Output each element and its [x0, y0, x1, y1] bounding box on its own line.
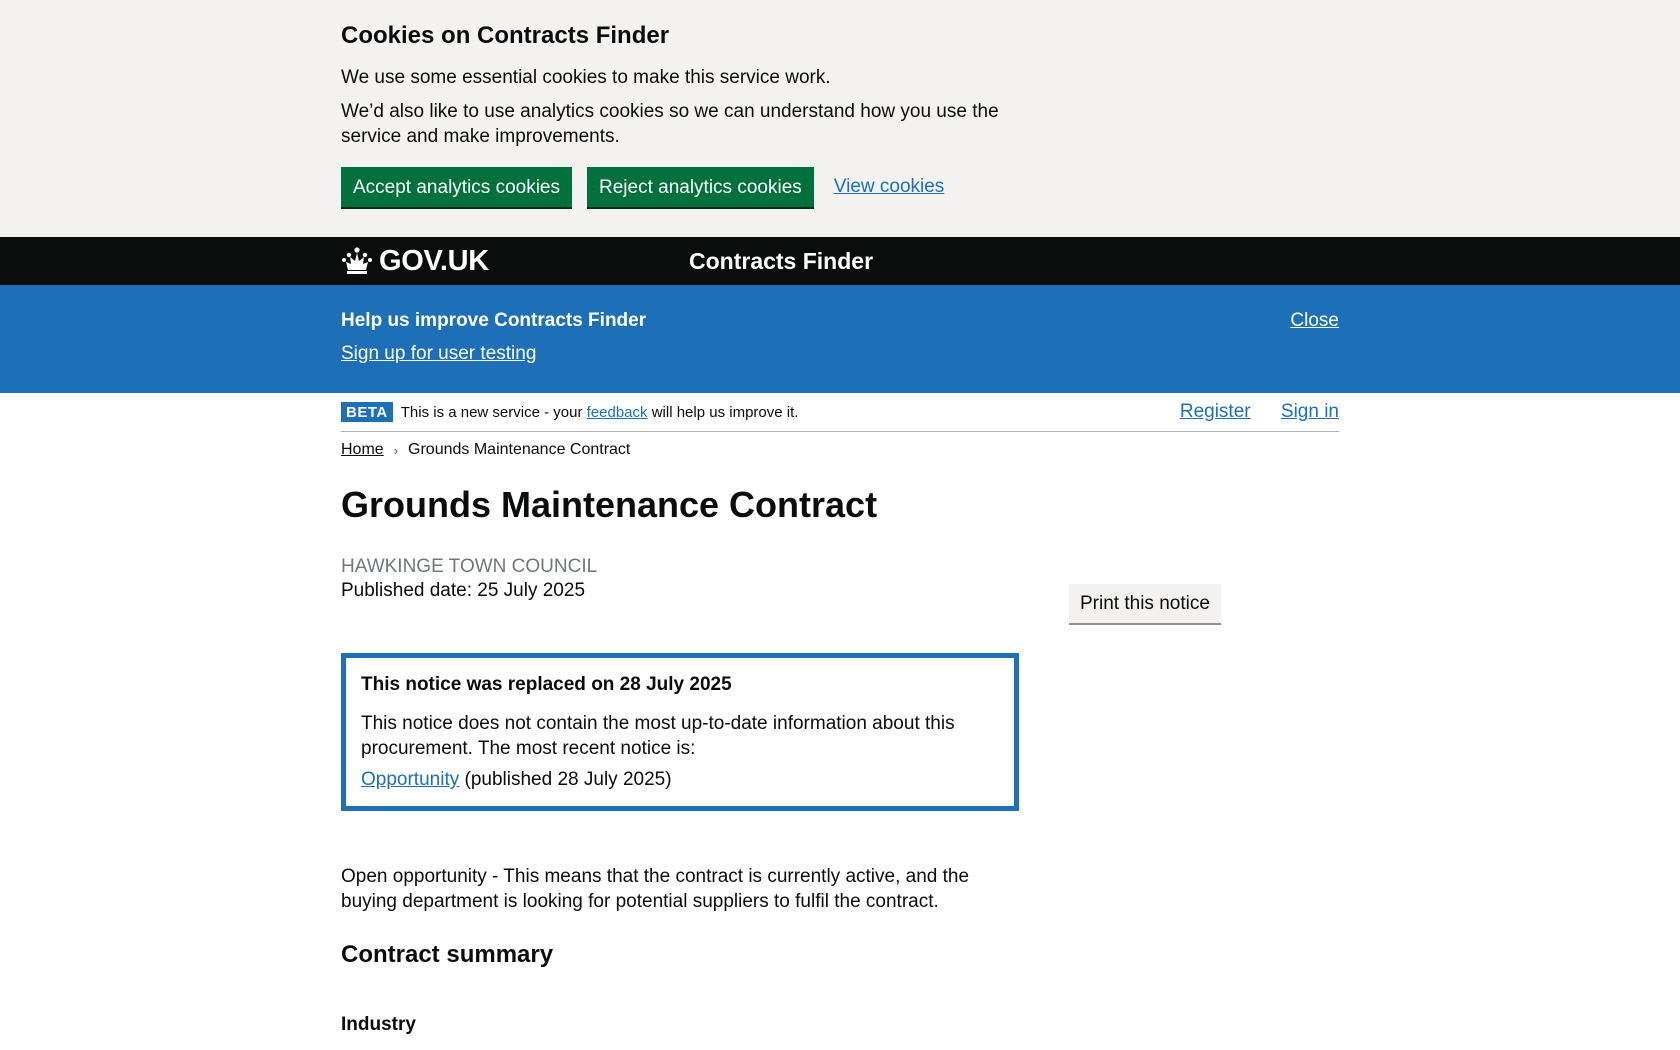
phase-banner — [341, 393, 1339, 432]
replacement-date: (published 28 July 2025) — [464, 769, 672, 791]
feedback-banner-heading: Help us improve Contracts Finder — [341, 310, 647, 331]
published-date: Published date: 25 July 2025 — [341, 580, 586, 602]
main-container — [341, 393, 1339, 1036]
beta-tag: BETA — [341, 402, 393, 422]
chevron-right-icon: › — [393, 442, 399, 458]
accept-cookies-button[interactable]: Accept analytics cookies — [341, 167, 572, 207]
cookie-banner-text-analytics: We’d also like to use analytics cookies so we can understand how you use the service and make improvements. — [341, 100, 999, 147]
replaced-notice-text: This notice does not contain the most up-to-date information about this procurement. The most recent notice is: — [361, 713, 955, 760]
organisation-name: HAWKINGE TOWN COUNCIL — [341, 556, 598, 578]
notice-status-text: Open opportunity - This means that the contract is currently active, and the buying department is looking for potential suppliers to fulfil the contract. — [341, 866, 970, 913]
cookie-banner-heading: Cookies on Contracts Finder — [341, 22, 670, 49]
industry-heading: Industry — [341, 1014, 416, 1036]
service-name-link[interactable]: Contracts Finder — [689, 248, 874, 274]
account-links — [1155, 401, 1339, 423]
phase-text-after: will help us improve it. — [651, 403, 799, 421]
cookie-banner-text-essential: We use some essential cookies to make this service work. — [341, 66, 831, 88]
replaced-notice-box — [341, 653, 1019, 811]
govuk-logo-text: GOV.UK — [379, 244, 489, 277]
page-title: Grounds Maintenance Contract — [341, 484, 878, 525]
replaced-notice-heading: This notice was replaced on 28 July 2025 — [361, 674, 732, 696]
close-banner-link[interactable]: Close — [1290, 310, 1339, 331]
breadcrumb — [341, 441, 1339, 459]
feedback-banner — [0, 285, 1680, 393]
phase-text-before: This is a new service - your — [400, 403, 583, 421]
replacement-opportunity-link[interactable]: Opportunity — [361, 769, 460, 791]
breadcrumb-home-link[interactable]: Home — [341, 441, 384, 458]
reject-cookies-button[interactable]: Reject analytics cookies — [587, 167, 814, 207]
user-testing-signup-link[interactable]: Sign up for user testing — [341, 343, 537, 364]
cookie-banner-actions — [341, 167, 1339, 207]
replacement-notice — [361, 769, 999, 791]
contract-summary-heading: Contract summary — [341, 941, 554, 969]
breadcrumb-current: Grounds Maintenance Contract — [408, 441, 631, 458]
feedback-link[interactable]: feedback — [586, 403, 648, 421]
view-cookies-link[interactable]: View cookies — [833, 175, 945, 197]
print-notice-button[interactable]: Print this notice — [1069, 584, 1221, 623]
sign-in-link[interactable]: Sign in — [1280, 401, 1339, 422]
phase-banner-text — [401, 404, 799, 421]
crown-icon — [341, 246, 373, 276]
site-header — [0, 237, 1680, 285]
register-link[interactable]: Register — [1179, 401, 1251, 422]
govuk-logo-link[interactable] — [341, 245, 489, 278]
cookie-banner — [0, 0, 1680, 237]
